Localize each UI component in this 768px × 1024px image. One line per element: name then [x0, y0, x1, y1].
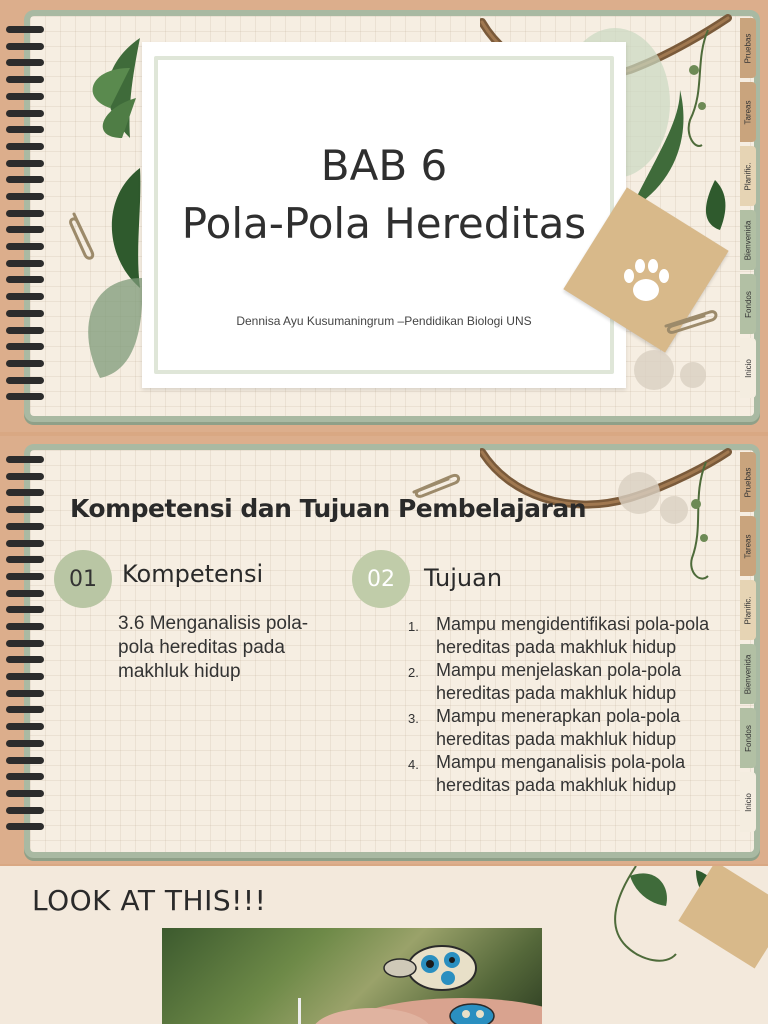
- watercolor-blob: [660, 496, 688, 524]
- tab-label: Tareas: [743, 99, 753, 125]
- tab-label: Inicio: [743, 358, 753, 378]
- chapter-number: BAB 6: [320, 141, 448, 190]
- tab-label: Pruebas: [743, 33, 753, 63]
- tab-label: Inicio: [743, 792, 753, 812]
- list-item-text: Mampu menganalisis pola-pola hereditas pada makhluk hidup: [436, 752, 686, 795]
- kompetensi-text: 3.6 Menganalisis pola-pola hereditas pada makhluk hidup: [118, 613, 309, 682]
- list-item-text: Mampu menjelaskan pola-pola hereditas pada makhluk hidup: [436, 660, 682, 703]
- spiral-ring: [6, 93, 44, 100]
- spiral-ring: [6, 243, 44, 250]
- tab-pruebas[interactable]: [740, 452, 756, 512]
- spiral-ring: [6, 143, 44, 150]
- list-item: [404, 613, 724, 659]
- slide-title: [0, 0, 768, 432]
- spiral-ring: [6, 160, 44, 167]
- spiral-ring: [6, 740, 44, 747]
- tujuan-list: [404, 613, 724, 797]
- spiral-ring: [6, 640, 44, 647]
- tab-pruebas[interactable]: [740, 18, 756, 78]
- spiral-ring: [6, 176, 44, 183]
- notebook-tabs: [740, 456, 756, 836]
- watercolor-blob: [618, 472, 660, 514]
- spiral-ring: [6, 523, 44, 530]
- spiral-ring: [6, 343, 44, 350]
- tab-label: Bienvenida: [743, 220, 753, 260]
- spiral-ring: [6, 210, 44, 217]
- spiral-ring: [6, 673, 44, 680]
- paperclip-icon: [66, 208, 102, 260]
- spiral-ring: [6, 690, 44, 697]
- spiral-ring: [6, 26, 44, 33]
- notebook-tabs: [740, 22, 756, 402]
- tab-planific[interactable]: [740, 146, 756, 206]
- spiral-ring: [6, 807, 44, 814]
- spiral-ring: [6, 293, 44, 300]
- tab-bienvenida[interactable]: [740, 644, 756, 704]
- slide-look-at-this: [0, 866, 768, 1024]
- tujuan-number-badge: 02: [352, 550, 410, 608]
- chapter-title: [142, 137, 626, 253]
- spiral-ring: [6, 456, 44, 463]
- spiral-ring: [6, 540, 44, 547]
- spiral-ring: [6, 360, 44, 367]
- tab-inicio[interactable]: [740, 772, 756, 832]
- spiral-ring: [6, 573, 44, 580]
- spiral-ring: [6, 226, 44, 233]
- kompetensi-label: Kompetensi: [122, 560, 264, 588]
- section-heading: Kompetensi dan Tujuan Pembelajaran: [70, 494, 587, 523]
- spiral-ring: [6, 823, 44, 830]
- kompetensi-number-badge: 01: [54, 550, 112, 608]
- list-item: [404, 659, 724, 705]
- tab-bienvenida[interactable]: [740, 210, 756, 270]
- spiral-ring: [6, 723, 44, 730]
- tab-tareas[interactable]: [740, 516, 756, 576]
- spiral-ring: [6, 260, 44, 267]
- watercolor-blob: [680, 362, 706, 388]
- spiral-ring: [6, 706, 44, 713]
- list-item-number: 1.: [408, 619, 419, 634]
- spiral-binding: [6, 26, 46, 406]
- spiral-ring: [6, 623, 44, 630]
- title-card: [142, 42, 626, 388]
- spiral-ring: [6, 377, 44, 384]
- tab-fondos[interactable]: [740, 708, 756, 768]
- tujuan-label: Tujuan: [424, 564, 503, 592]
- spiral-ring: [6, 489, 44, 496]
- list-item-text: Mampu menerapkan pola-pola hereditas pada makhluk hidup: [436, 706, 681, 749]
- list-item: [404, 705, 724, 751]
- spiral-ring: [6, 506, 44, 513]
- insect-icon: [162, 928, 542, 1024]
- spiral-ring: [6, 473, 44, 480]
- spiral-ring: [6, 193, 44, 200]
- spiral-ring: [6, 656, 44, 663]
- list-item-number: 4.: [408, 757, 419, 772]
- author-line: Dennisa Ayu Kusumaningrum –Pendidikan Biologi UNS: [236, 314, 532, 328]
- spiral-binding: [6, 456, 46, 836]
- spiral-ring: [6, 43, 44, 50]
- tab-tareas[interactable]: [740, 82, 756, 142]
- tab-label: Bienvenida: [743, 654, 753, 694]
- spiral-ring: [6, 310, 44, 317]
- spiral-ring: [6, 773, 44, 780]
- list-item-number: 2.: [408, 665, 419, 680]
- spiral-ring: [6, 110, 44, 117]
- chapter-name: Pola-Pola Hereditas: [181, 199, 587, 248]
- spiral-ring: [6, 606, 44, 613]
- spiral-ring: [6, 393, 44, 400]
- tab-label: Planific.: [743, 161, 753, 191]
- tab-fondos[interactable]: [740, 274, 756, 334]
- tab-inicio[interactable]: [740, 338, 756, 398]
- tab-label: Fondos: [743, 290, 753, 318]
- tab-label: Planific.: [743, 595, 753, 625]
- tab-label: Tareas: [743, 533, 753, 559]
- spiral-ring: [6, 327, 44, 334]
- spiral-ring: [6, 556, 44, 563]
- tab-label: Fondos: [743, 724, 753, 752]
- spiral-ring: [6, 757, 44, 764]
- spiral-ring: [6, 790, 44, 797]
- slide-heading: LOOK AT THIS!!!: [32, 884, 267, 917]
- watercolor-blob: [634, 350, 674, 390]
- spiral-ring: [6, 76, 44, 83]
- list-item: [404, 751, 724, 797]
- spiral-ring: [6, 59, 44, 66]
- list-item-text: Mampu mengidentifikasi pola-pola hereditas pada makhluk hidup: [436, 614, 710, 657]
- paw-icon: [620, 256, 672, 308]
- spiral-ring: [6, 126, 44, 133]
- spiral-ring: [6, 276, 44, 283]
- slide-competencies: [0, 436, 768, 864]
- paperclip-icon: [662, 306, 720, 334]
- spiral-ring: [6, 590, 44, 597]
- insect-photo: [162, 928, 542, 1024]
- tab-planific[interactable]: [740, 580, 756, 640]
- tab-label: Pruebas: [743, 467, 753, 497]
- list-item-number: 3.: [408, 711, 419, 726]
